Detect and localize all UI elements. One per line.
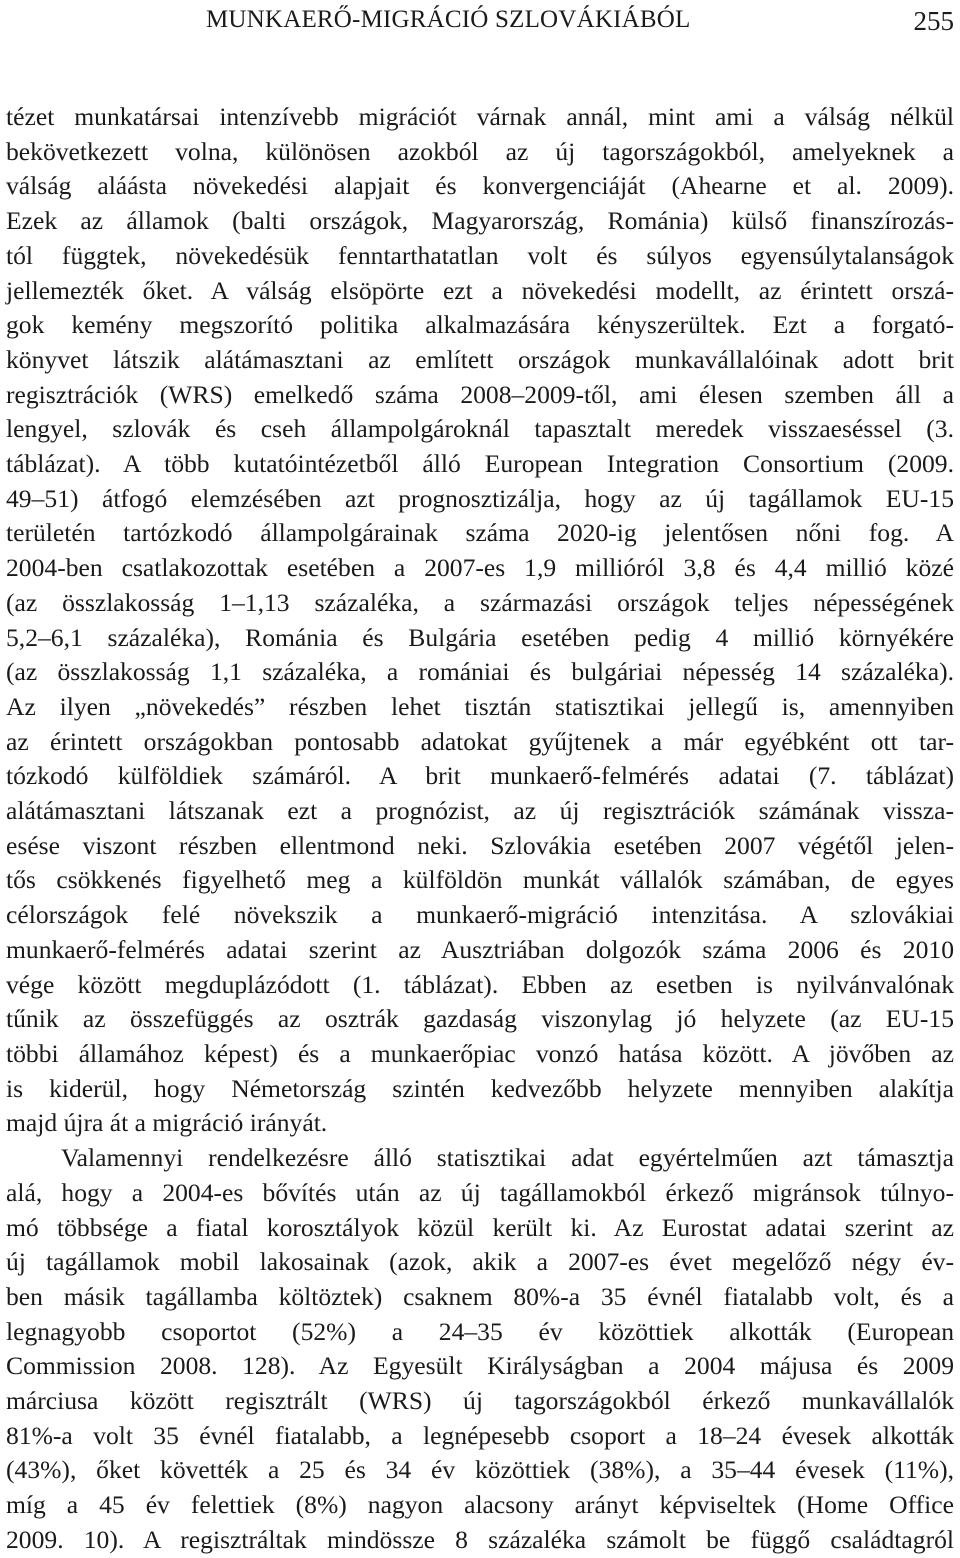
page-header bbox=[6, 4, 954, 44]
text-line: gok kemény megszorító politika alkalmazására kényszerültek. Ezt a forgató- bbox=[6, 310, 954, 340]
text-line: ben másik tagállamba költöztek) csaknem 80%-a 35 évnél fiatalabb volt, és a bbox=[6, 1281, 954, 1311]
text-line: is kiderül, hogy Németország szintén kedvezőbb helyzete mennyiben alakítja bbox=[6, 1073, 954, 1103]
text-line: márciusa között regisztrált (WRS) új tagországokból érkező munkavállalók bbox=[6, 1386, 954, 1416]
text-line: 2004-ben csatlakozottak esetében a 2007-es 1,9 millióról 3,8 és 4,4 millió közé bbox=[6, 553, 954, 583]
text-line: tózkodó külföldiek számáról. A brit munkaerő-felmérés adatai (7. táblázat) bbox=[6, 761, 954, 791]
text-line: táblázat). A több kutatóintézetből álló European Integration Consortium (2009. bbox=[6, 449, 954, 479]
text-line: regisztrációk (WRS) emelkedő száma 2008–2009-től, ami élesen szemben áll a bbox=[6, 379, 954, 409]
text-line: válság aláásta növekedési alapjait és konvergenciáját (Ahearne et al. 2009). bbox=[6, 171, 954, 201]
text-line: majd újra át a migráció irányát. bbox=[6, 1108, 328, 1138]
text-line: Commission 2008. 128). Az Egyesült Királyságban a 2004 májusa és 2009 bbox=[6, 1351, 954, 1381]
text-line: 5,2–6,1 százaléka), Románia és Bulgária esetében pedig 4 millió környékére bbox=[6, 622, 954, 652]
text-line: könyvet látszik alátámasztani az említett országok munkavállalóinak adott brit bbox=[6, 344, 954, 374]
text-line: tős csökkenés figyelhető meg a külföldön munkát vállalók számában, de egyes bbox=[6, 865, 954, 895]
text-line: alátámasztani látszanak ezt a prognózist, az új regisztrációk számának vissza- bbox=[6, 796, 954, 826]
text-line: többi államához képest) és a munkaerőpiac vonzó hatása között. A jövőben az bbox=[6, 1038, 954, 1068]
text-line: tézet munkatársai intenzívebb migrációt várnak annál, mint ami a válság nélkül bbox=[6, 102, 954, 131]
text-line: (43%), őket követték a 25 és 34 év közöttiek (38%), a 35–44 évesek (11%), bbox=[6, 1455, 954, 1485]
text-line: míg a 45 év felettiek (8%) nagyon alacsony arányt képviseltek (Home Office bbox=[6, 1490, 954, 1520]
text-line: bekövetkezett volna, különösen azokból az új tagországokból, amelyeknek a bbox=[6, 136, 954, 166]
text-line: Ezek az államok (balti országok, Magyarország, Románia) külső finanszírozás- bbox=[6, 206, 954, 236]
text-line: 2009. 10). A regisztráltak mindössze 8 százaléka számolt be függő családtagról bbox=[6, 1524, 954, 1554]
page-number: 255 bbox=[913, 6, 954, 36]
running-title: MUNKAERŐ-MIGRÁCIÓ SZLOVÁKIÁBÓL bbox=[206, 6, 691, 33]
text-line: tűnik az összefüggés az osztrák gazdaság viszonylag jó helyzete (az EU-15 bbox=[6, 1004, 954, 1034]
text-line: munkaerő-felmérés adatai szerint az Ausztriában dolgozók száma 2006 és 2010 bbox=[6, 934, 954, 964]
text-line: célországok felé növekszik a munkaerő-migráció intenzitása. A szlovákiai bbox=[6, 900, 954, 930]
text-line: területén tartózkodó állampolgárainak száma 2020-ig jelentősen nőni fog. A bbox=[6, 518, 954, 548]
text-line: Az ilyen „növekedés” részben lehet tisztán statisztikai jellegű is, amennyiben bbox=[6, 691, 954, 721]
paragraph-1 bbox=[6, 100, 954, 1141]
text-line: jellemezték őket. A válság elsöpörte ezt a növekedési modellt, az érintett orszá- bbox=[6, 275, 954, 305]
paragraph-2 bbox=[6, 1141, 954, 1557]
text-line: esése viszont részben ellentmond neki. Szlovákia esetében 2007 végétől jelen- bbox=[6, 830, 954, 860]
text-line: lengyel, szlovák és cseh állampolgároknál tapasztalt meredek visszaeséssel (3. bbox=[6, 414, 954, 444]
text-line: vége között megduplázódott (1. táblázat). Ebben az esetben is nyilvánvalónak bbox=[6, 969, 954, 999]
text-line: tól függtek, növekedésük fenntarthatatlan volt és súlyos egyensúlytalanságok bbox=[6, 240, 954, 270]
text-line: 81%-a volt 35 évnél fiatalabb, a legnépesebb csoport a 18–24 évesek alkották bbox=[6, 1420, 954, 1450]
body-text bbox=[6, 100, 954, 1558]
text-line: az érintett országokban pontosabb adatokat gyűjtenek a már egyébként ott tar- bbox=[6, 726, 954, 756]
text-line: mó többsége a fiatal korosztályok közül került ki. Az Eurostat adatai szerint az bbox=[6, 1212, 954, 1242]
text-line: (az összlakosság 1,1 százaléka, a romániai és bulgáriai népesség 14 százaléka). bbox=[6, 657, 954, 687]
text-line: Valamennyi rendelkezésre álló statisztikai adat egyértelműen azt támasztja bbox=[61, 1143, 954, 1173]
text-line: új tagállamok mobil lakosainak (azok, akik a 2007-es évet megelőző négy év- bbox=[6, 1247, 954, 1277]
text-line: 49–51) átfogó elemzésében azt prognosztizálja, hogy az új tagállamok EU-15 bbox=[6, 483, 954, 513]
text-line: legnagyobb csoportot (52%) a 24–35 év közöttiek alkották (European bbox=[6, 1316, 954, 1346]
text-line: alá, hogy a 2004-es bővítés után az új tagállamokból érkező migránsok túlnyo- bbox=[6, 1177, 954, 1207]
text-line: (az összlakosság 1–1,13 százaléka, a származási országok teljes népességének bbox=[6, 587, 954, 617]
